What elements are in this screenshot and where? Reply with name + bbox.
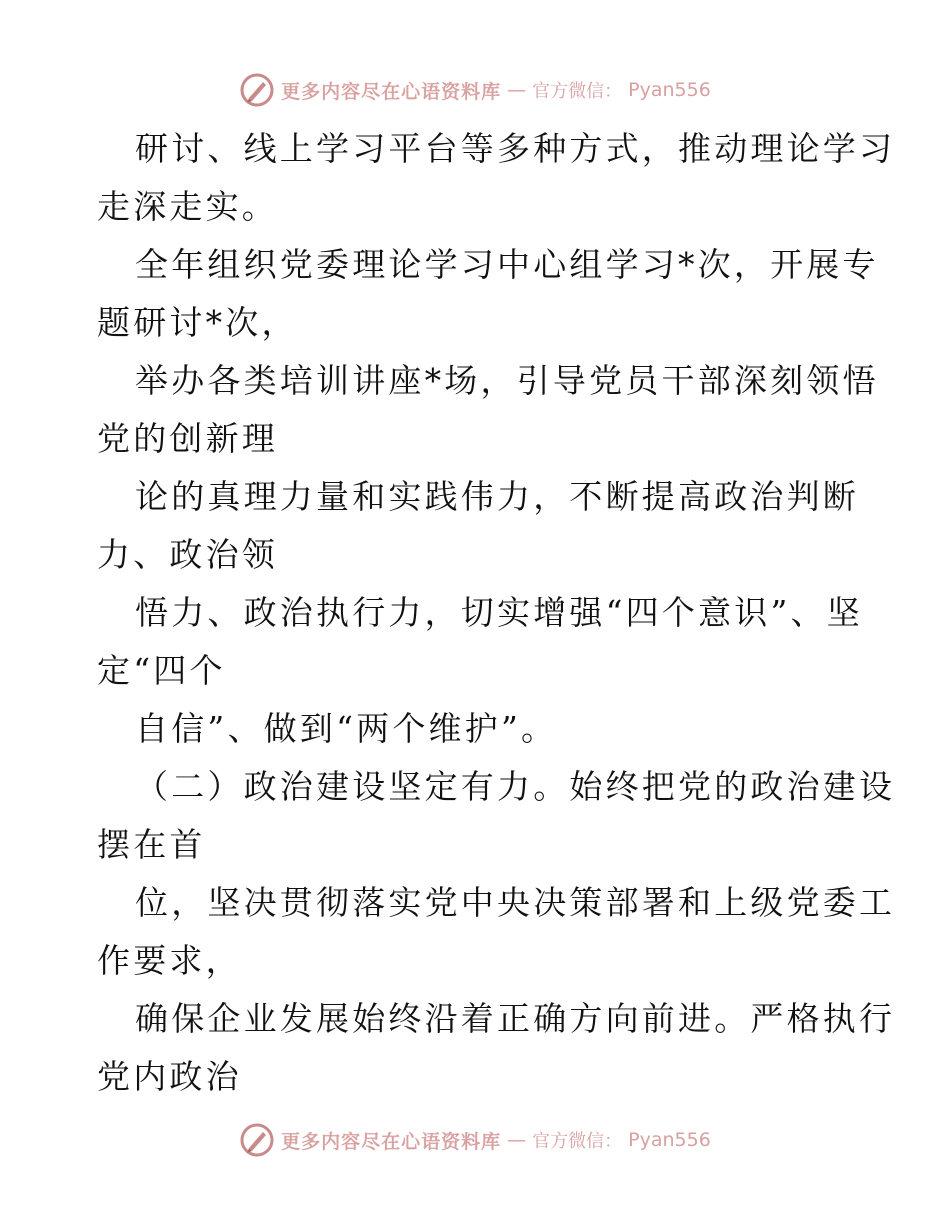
text-line: 力、政治领 — [97, 535, 278, 574]
text-line: 悟力、政治执行力，切实增强“四个意识”、坚 — [135, 593, 863, 632]
watermark-dash: — — [507, 1129, 527, 1151]
pen-logo-icon — [239, 72, 275, 108]
text-line: 党内政治 — [97, 1057, 242, 1096]
text-line: 举办各类培训讲座*场，引导党员干部深刻领悟 — [135, 361, 879, 400]
watermark-wechat-id: Pyan556 — [628, 79, 711, 101]
section-heading-line: （二）政治建设坚定有力。始终把党的政治建设 — [135, 767, 896, 806]
watermark-text: 更多内容尽在心语资料库 — [281, 80, 502, 103]
text-line: 自信”、做到“两个维护”。 — [135, 709, 558, 748]
watermark-official-label: 官方微信： — [532, 81, 623, 102]
watermark-official-label: 官方微信： — [532, 1131, 623, 1152]
text-line: 定“四个 — [97, 651, 226, 690]
text-line: 党的创新理 — [97, 419, 278, 458]
text-line: 研讨、线上学习平台等多种方式，推动理论学习 — [135, 129, 896, 168]
text-line: 全年组织党委理论学习中心组学习*次，开展专 — [135, 245, 879, 284]
header-watermark — [0, 70, 950, 110]
watermark-text: 更多内容尽在心语资料库 — [281, 1130, 502, 1153]
text-line: 作要求， — [97, 941, 242, 980]
watermark-wechat-id: Pyan556 — [628, 1129, 711, 1151]
watermark-dash: — — [507, 79, 527, 101]
pen-logo-icon — [239, 1122, 275, 1158]
text-line: 题研讨*次， — [97, 303, 298, 342]
text-line: 确保企业发展始终沿着正确方向前进。严格执行 — [135, 999, 896, 1038]
text-line: 位，坚决贯彻落实党中央决策部署和上级党委工 — [135, 883, 896, 922]
text-line: 走深走实。 — [97, 187, 278, 226]
text-line: 论的真理力量和实践伟力，不断提高政治判断 — [135, 477, 859, 516]
footer-watermark — [0, 1120, 950, 1160]
text-line: 摆在首 — [97, 825, 206, 864]
document-body — [97, 120, 896, 1106]
